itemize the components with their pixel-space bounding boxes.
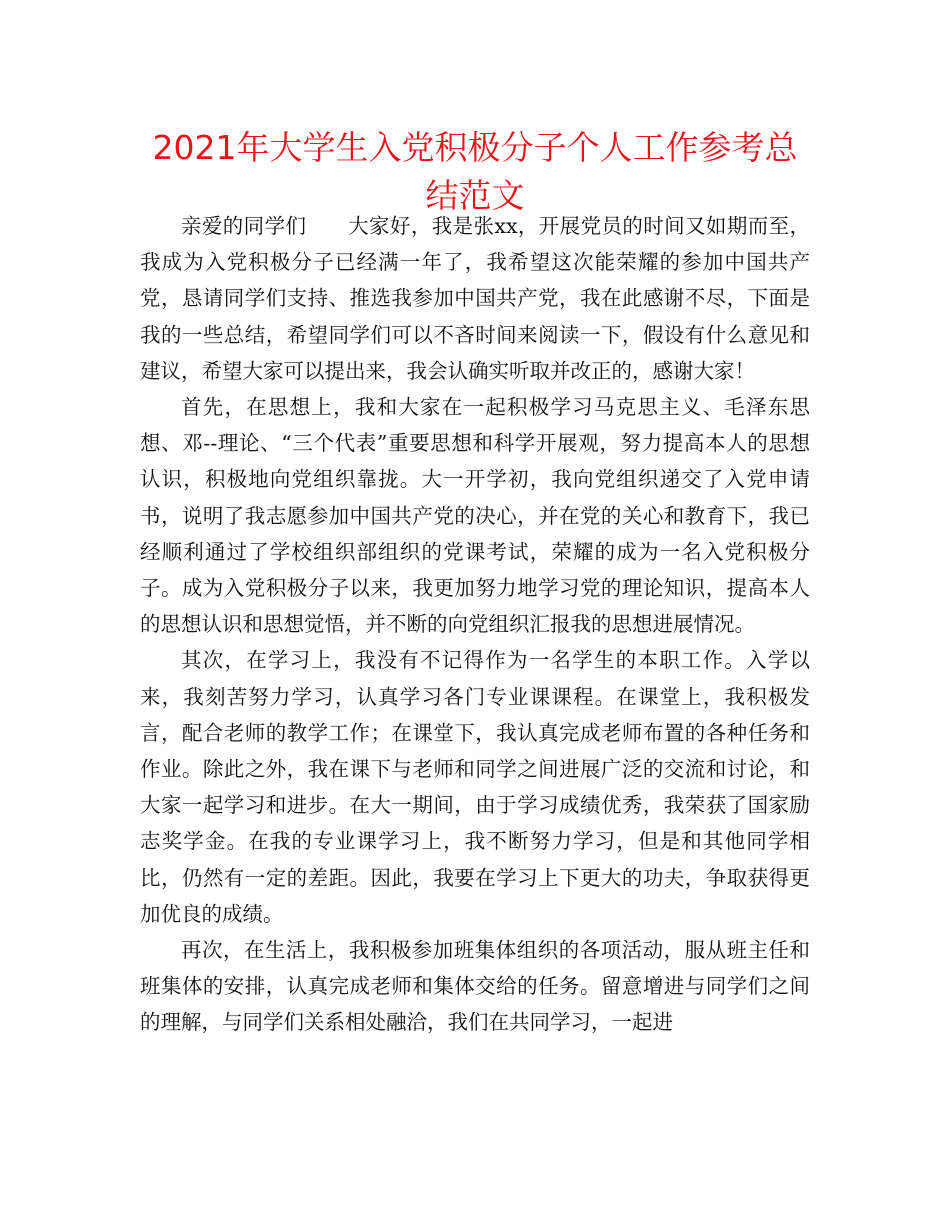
paragraph-life: 再次，在生活上，我积极参加班集体组织的各项活动，服从班主任和班集体的安排，认真完成老师和集体交给的任务。留意增进与同学们之间的理解，与同学们关系相处融洽，我们在共同学习，一起进 — [140, 938, 810, 1035]
paragraph-greeting: 亲爱的同学们 大家好，我是张xx，开展党员的时间又如期而至，我成为入党积极分子已经满一年了，我希望这次能荣耀的参加中国共产党，恳请同学们支持、推选我参加中国共产党，我在此感谢不尽，下面是我的一些总结，希望同学们可以不吝时间来阅读一下，假设有什么意见和建议，希望大家可以提出来，我会认确实听取并改正的，感谢大家！ — [140, 214, 810, 383]
paragraph-thought: 首先，在思想上，我和大家在一起积极学习马克思主义、毛泽东思想、邓--理论、“三个代表”重要思想和科学开展观，努力提高本人的思想认识，积极地向党组织靠拢。大一开学初，我向党组织递交了入党申请书，说明了我志愿参加中国共产党的决心，并在党的关心和教育下，我已经顺利通过了学校组织部组织的党课考试，荣耀的成为一名入党积极分子。成为入党积极分子以来，我更加努力地学习党的理论知识，提高本人的思想认识和思想觉悟，并不断的向党组织汇报我的思想进展情况。 — [140, 395, 810, 637]
paragraph-study: 其次，在学习上，我没有不记得作为一名学生的本职工作。入学以来，我刻苦努力学习，认真学习各门专业课课程。在课堂上，我积极发言，配合老师的教学工作；在课堂下，我认真完成老师布置的各种任务和作业。除此之外，我在课下与老师和同学之间进展广泛的交流和讨论，和大家一起学习和进步。在大一期间，由于学习成绩优秀，我荣获了国家励志奖学金。在我的专业课学习上，我不断努力学习，但是和其他同学相比，仍然有一定的差距。因此，我要在学习上下更大的功夫，争取获得更加优良的成绩。 — [140, 648, 810, 926]
document-title: 2021年大学生入党积极分子个人工作参考总结范文 — [152, 128, 798, 215]
document-body — [140, 208, 810, 1041]
